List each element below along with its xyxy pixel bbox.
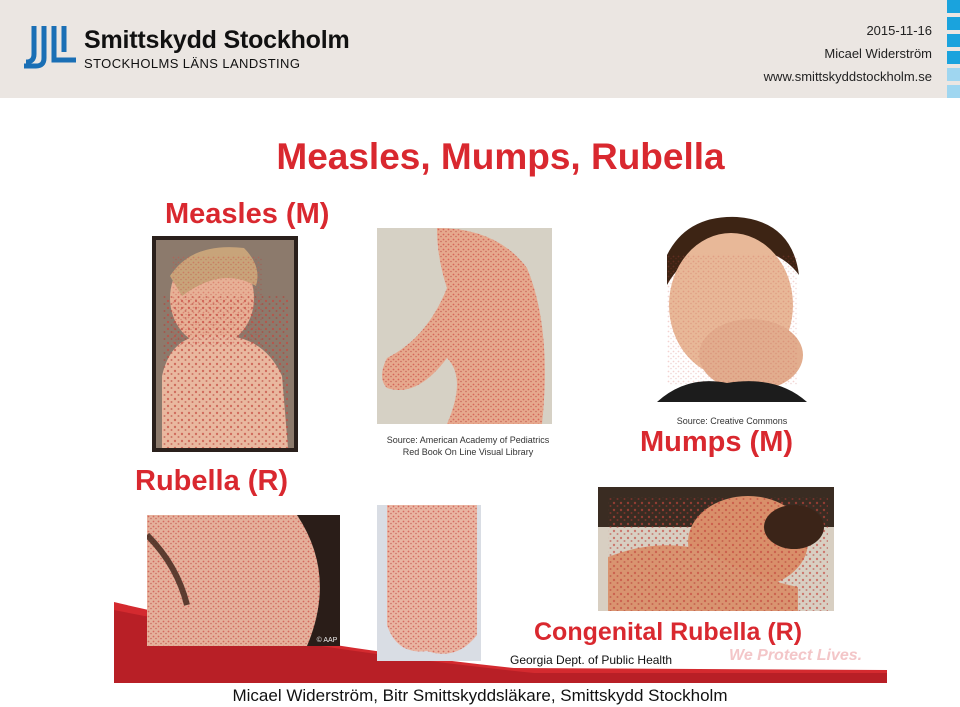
smittskydd-logo: [22, 24, 78, 70]
congenital-rubella-label: Congenital Rubella (R): [534, 618, 803, 646]
measles-label: Measles (M): [165, 198, 330, 230]
header-author: Micael Widerström: [824, 46, 932, 61]
congenital-rubella-infant-photo: [598, 487, 834, 611]
source-aap-line1: Source: American Academy of Pediatrics: [386, 435, 550, 445]
slide-header: [0, 0, 960, 98]
accent-square: [947, 85, 960, 98]
motto-text: We Protect Lives.: [729, 647, 863, 664]
accent-square: [947, 34, 960, 47]
slide-content: [114, 110, 887, 683]
accent-square: [947, 17, 960, 30]
source-creative-commons: Source: Creative Commons: [676, 416, 788, 426]
source-aap-line2: Red Book On Line Visual Library: [402, 447, 534, 457]
header-date: 2015-11-16: [866, 23, 932, 38]
aap-mark: © AAP: [316, 637, 338, 644]
slide-title: Measles, Mumps, Rubella: [276, 136, 725, 177]
accent-square: [947, 51, 960, 64]
measles-child-photo: [152, 236, 298, 452]
logo-subtitle: STOCKHOLMS LÄNS LANDSTING: [84, 56, 301, 71]
measles-back-photo: [377, 228, 552, 424]
mumps-label: Mumps (M): [640, 426, 794, 458]
accent-square: [947, 68, 960, 81]
mumps-patient-photo: [627, 215, 828, 402]
footer-text: Micael Widerström, Bitr Smittskyddsläkare, Smittskydd Stockholm: [232, 686, 728, 705]
rubella-torso-photo: [377, 505, 481, 661]
image-credit: Georgia Dept. of Public Health: [510, 653, 673, 667]
accent-square: [947, 0, 960, 13]
accent-squares: [947, 0, 960, 102]
logo-title: Smittskydd Stockholm: [84, 26, 350, 54]
rubella-label: Rubella (R): [135, 465, 289, 497]
rubella-skin-photo: [147, 515, 340, 646]
header-url[interactable]: www.smittskyddstockholm.se: [763, 69, 932, 84]
